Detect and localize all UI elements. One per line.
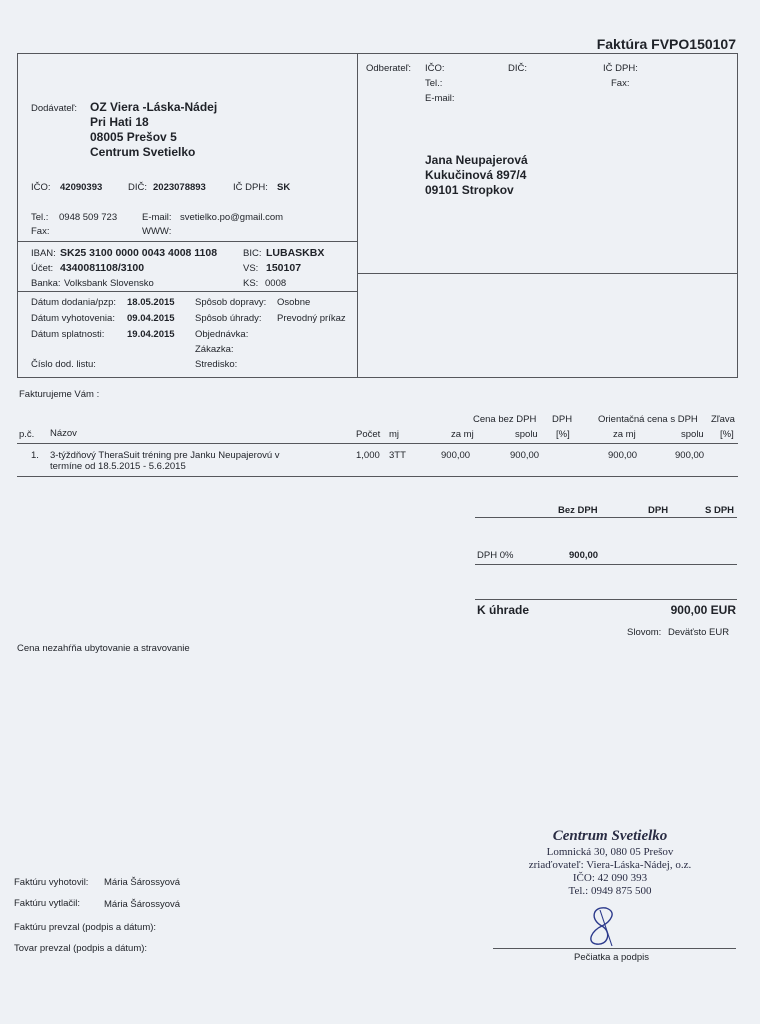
sign-label: Pečiatka a podpis <box>574 952 649 963</box>
bank-ucet: 4340081108/3100 <box>60 262 145 274</box>
row-orient-za-mj: 900,00 <box>608 450 638 461</box>
th-za-mj: za mj <box>451 429 474 440</box>
bank-iban: SK25 3100 0000 0043 4008 1108 <box>60 247 218 259</box>
doprava-label: Spôsob dopravy: <box>195 297 267 308</box>
th-pc: p.č. <box>19 429 35 440</box>
customer-email-label: E-mail: <box>425 93 455 104</box>
customer-street: Kukučinová 897/4 <box>425 168 527 182</box>
stamp-line4: Tel.: 0949 875 500 <box>568 885 652 897</box>
row-nazov-line2: termíne od 18.5.2015 - 5.6.2015 <box>50 461 186 472</box>
row-orient-spolu: 900,00 <box>675 450 705 461</box>
bank-ks: 0008 <box>265 278 287 289</box>
supplier-ico-label: IČO: <box>31 182 51 193</box>
bank-bic-label: BIC: <box>243 248 262 259</box>
th-cena-bez-dph: Cena bez DPH <box>473 414 537 425</box>
th-spolu-2: spolu <box>681 429 704 440</box>
supplier-email: svetielko.po@gmail.com <box>180 212 284 223</box>
customer-label: Odberateľ: <box>366 63 412 74</box>
bank-vs: 150107 <box>266 262 302 274</box>
customer-dic-label: DIČ: <box>508 63 527 74</box>
row-za-mj: 900,00 <box>441 450 471 461</box>
table-bottom-line <box>17 476 738 477</box>
prevzal-label: Faktúru prevzal (podpis a dátum): <box>14 922 157 933</box>
th-spolu: spolu <box>515 429 538 440</box>
table-header-line <box>17 443 738 444</box>
row-pocet: 1,000 <box>356 450 380 461</box>
summary-dph-label: DPH 0% <box>477 550 514 561</box>
bank-iban-label: IBAN: <box>31 248 56 259</box>
bank-banka-label: Banka: <box>31 278 61 289</box>
date-cislo-label: Číslo dod. listu: <box>31 359 96 370</box>
supplier-tel-label: Tel.: <box>31 212 49 223</box>
bank-banka: Volksbank Slovensko <box>64 278 154 289</box>
stamp-line2: zriaďovateľ: Viera-Láska-Nádej, o.z. <box>528 859 692 871</box>
summary-total-line <box>475 599 737 600</box>
vyhotovil-label: Faktúru vyhotovil: <box>14 877 89 888</box>
supplier-name: OZ Viera -Láska-Nádej <box>90 100 218 114</box>
th-dph: DPH <box>552 414 573 425</box>
th-za-mj-2: za mj <box>613 429 636 440</box>
bank-vs-label: VS: <box>243 263 259 274</box>
date-vyhotovenia-label: Dátum vyhotovenia: <box>31 313 115 324</box>
date-dodania: 18.05.2015 <box>127 297 175 308</box>
supplier-label: Dodávateľ: <box>31 103 78 114</box>
stamp-name: Centrum Svetielko <box>552 828 668 844</box>
date-dodania-label: Dátum dodania/pzp: <box>31 297 117 308</box>
signature <box>578 902 628 952</box>
summary-h-dph: DPH <box>648 505 669 516</box>
doprava-value: Osobne <box>277 297 311 308</box>
supplier-dic-label: DIČ: <box>128 182 147 193</box>
supplier-dates-divider <box>17 291 357 292</box>
row-pc: 1. <box>31 450 39 461</box>
supplier-bank-divider <box>17 241 357 242</box>
customer-box <box>356 53 738 378</box>
supplier-email-label: E-mail: <box>142 212 172 223</box>
supplier-icdph: SK <box>277 182 291 193</box>
stamp-line3: IČO: 42 090 393 <box>572 872 648 884</box>
row-mj: 3TT <box>389 450 406 461</box>
stamp <box>490 826 730 898</box>
objednavka-label: Objednávka: <box>195 329 249 340</box>
summary-header-line <box>475 517 737 518</box>
row-spolu: 900,00 <box>510 450 540 461</box>
vyhotovil-value: Mária Šárossyová <box>104 877 181 888</box>
vytlacil-label: Faktúru vytlačil: <box>14 898 80 909</box>
date-splatnosti-label: Dátum splatnosti: <box>31 329 105 340</box>
th-orientacna-cena: Orientačná cena s DPH <box>598 414 698 425</box>
th-pct: [%] <box>556 429 570 440</box>
th-pocet: Počet <box>356 429 381 440</box>
supplier-unit: Centrum Svetielko <box>90 145 196 159</box>
zakazka-label: Zákazka: <box>195 344 234 355</box>
customer-fax-label: Fax: <box>611 78 630 89</box>
supplier-city: 08005 Prešov 5 <box>90 130 177 144</box>
slovom-value: Deväťsto EUR <box>668 627 730 638</box>
row-nazov <box>50 450 280 472</box>
th-pct-2: [%] <box>720 429 734 440</box>
bank-bic: LUBASKBX <box>266 247 325 259</box>
summary-dph-bez: 900,00 <box>569 550 599 561</box>
stamp-line1: Lomnická 30, 080 05 Prešov <box>546 846 674 858</box>
bank-ucet-label: Účet: <box>31 263 54 274</box>
bank-ks-label: KS: <box>243 278 259 289</box>
supplier-fax-label: Fax: <box>31 226 50 237</box>
kuhrade-label: K úhrade <box>477 603 530 617</box>
customer-tel-label: Tel.: <box>425 78 443 89</box>
th-mj: mj <box>389 429 400 440</box>
date-splatnosti: 19.04.2015 <box>127 329 175 340</box>
supplier-tel: 0948 509 723 <box>59 212 118 223</box>
invoice-title: Faktúra FVPO150107 <box>596 36 736 52</box>
supplier-ico: 42090393 <box>60 182 103 193</box>
kuhrade-value: 900,00 EUR <box>670 603 736 617</box>
supplier-www-label: WWW: <box>142 226 172 237</box>
signature-line <box>493 948 736 949</box>
slovom-label: Slovom: <box>627 627 662 638</box>
uhrada-label: Spôsob úhrady: <box>195 313 262 324</box>
supplier-dic: 2023078893 <box>153 182 206 193</box>
customer-ico-label: IČO: <box>425 63 445 74</box>
vytlacil-value: Mária Šárossyová <box>104 899 181 910</box>
supplier-street: Pri Hati 18 <box>90 115 149 129</box>
customer-name: Jana Neupajerová <box>425 153 528 167</box>
intro-text: Fakturujeme Vám : <box>19 389 100 400</box>
th-zlava: Zľava <box>711 414 735 425</box>
customer-address <box>425 153 528 198</box>
note-text: Cena nezahŕňa ubytovanie a stravovanie <box>17 643 190 654</box>
date-vyhotovenia: 09.04.2015 <box>127 313 175 324</box>
tovar-label: Tovar prevzal (podpis a dátum): <box>14 943 148 954</box>
uhrada-value: Prevodný príkaz <box>277 313 346 324</box>
summary-h-s-dph: S DPH <box>705 505 735 516</box>
customer-icdph-label: IČ DPH: <box>603 63 638 74</box>
summary-row-line <box>475 564 737 565</box>
customer-divider <box>357 273 738 274</box>
summary-h-bez-dph: Bez DPH <box>558 505 598 516</box>
supplier-address <box>90 100 217 160</box>
supplier-icdph-label: IČ DPH: <box>233 182 268 193</box>
customer-city: 09101 Stropkov <box>425 183 514 197</box>
th-nazov: Názov <box>50 428 77 439</box>
stredisko-label: Stredisko: <box>195 359 238 370</box>
row-nazov-line1: 3-týždňový TheraSuit tréning pre Janku Neupajerovú v <box>50 450 280 461</box>
